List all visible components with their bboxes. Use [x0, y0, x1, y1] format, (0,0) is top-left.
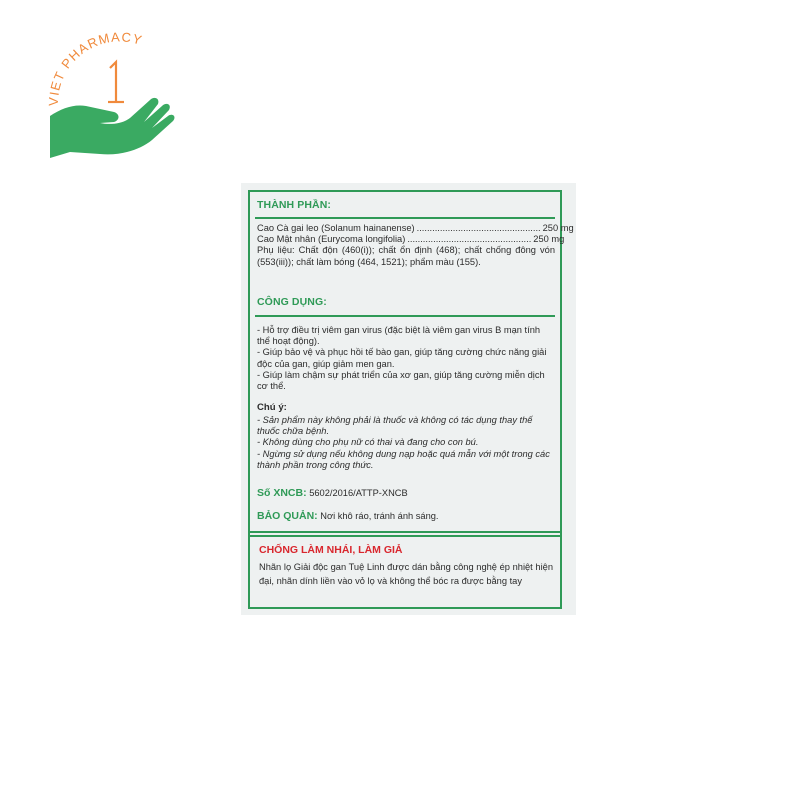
use-item: - Giúp làm chậm sự phát triển của xơ gan, giúp tăng cường miễn dịch cơ thể. — [257, 369, 545, 392]
ingredient-row — [257, 234, 565, 245]
ingredient-name: Cao Cà gai leo (Solanum hainanense) — [257, 223, 415, 233]
hand-icon — [50, 98, 174, 158]
ingredient-name: Cao Mật nhân (Eurycoma longifolia) — [257, 234, 406, 245]
uses-list — [257, 325, 555, 392]
storage-label: BẢO QUẢN: — [257, 510, 318, 522]
uses-rule — [255, 315, 555, 317]
composition-rule — [255, 217, 555, 219]
svg-text:VIET PHARMACY — [46, 29, 145, 106]
storage-value: Nơi khô ráo, tránh ánh sáng. — [320, 511, 439, 521]
composition-list — [257, 223, 574, 268]
registration-row — [257, 487, 557, 499]
logo-text: VIET PHARMACY — [45, 29, 145, 107]
ingredient-row — [257, 223, 574, 234]
product-label-card — [241, 183, 576, 615]
ingredient-dots: ................................................ — [407, 234, 532, 245]
anti-counterfeit-heading: CHỐNG LÀM NHÁI, LÀM GIẢ — [259, 544, 403, 556]
uses-heading: CÔNG DỤNG: — [257, 296, 327, 308]
notes-heading: Chú ý: — [257, 402, 287, 413]
ingredient-dots: ................................................ — [416, 223, 541, 233]
ingredient-amount: 250 mg — [533, 234, 565, 245]
anti-counterfeit-text: Nhãn lọ Giải độc gan Tuệ Linh được dán bằng công nghệ ép nhiệt hiện đại, nhãn dính liền vào vỏ lọ và không thể bóc ra được bằng tay — [259, 562, 553, 586]
storage-row — [257, 510, 557, 522]
use-item: - Hỗ trợ điều trị viêm gan virus (đặc biệt là viêm gan virus B mạn tính thể hoạt động). — [257, 325, 541, 347]
use-item: - Giúp bảo vệ và phục hồi tế bào gan, giúp tăng cường chức năng giải độc của gan, giúp giảm men gan. — [257, 347, 547, 369]
logo-number-one — [108, 62, 124, 102]
note-item: - Không dùng cho phụ nữ có thai và đang cho con bú. — [257, 437, 479, 448]
info-box — [248, 190, 574, 537]
anti-counterfeit-box — [248, 531, 562, 609]
ingredient-amount: 250 mg — [542, 223, 574, 233]
registration-label: Số XNCB: — [257, 487, 307, 499]
registration-value: 5602/2016/ATTP-XNCB — [309, 488, 408, 498]
composition-heading: THÀNH PHẦN: — [257, 199, 332, 211]
note-item: - Sản phẩm này không phải là thuốc và không có tác dụng thay thế thuốc chữa bệnh. — [257, 415, 533, 437]
note-item: - Ngừng sử dụng nếu không dung nạp hoặc quá mẫn với một trong các thành phần trong công thức. — [257, 448, 550, 470]
viet-pharmacy-logo — [40, 28, 200, 178]
notes-list — [257, 415, 555, 471]
excipients-text: Phụ liệu: Chất độn (460(i)); chất ổn định (468); chất chống đông vón (553(iii)); chất làm bóng (464, 1521); phẩm màu (155). — [257, 245, 555, 267]
